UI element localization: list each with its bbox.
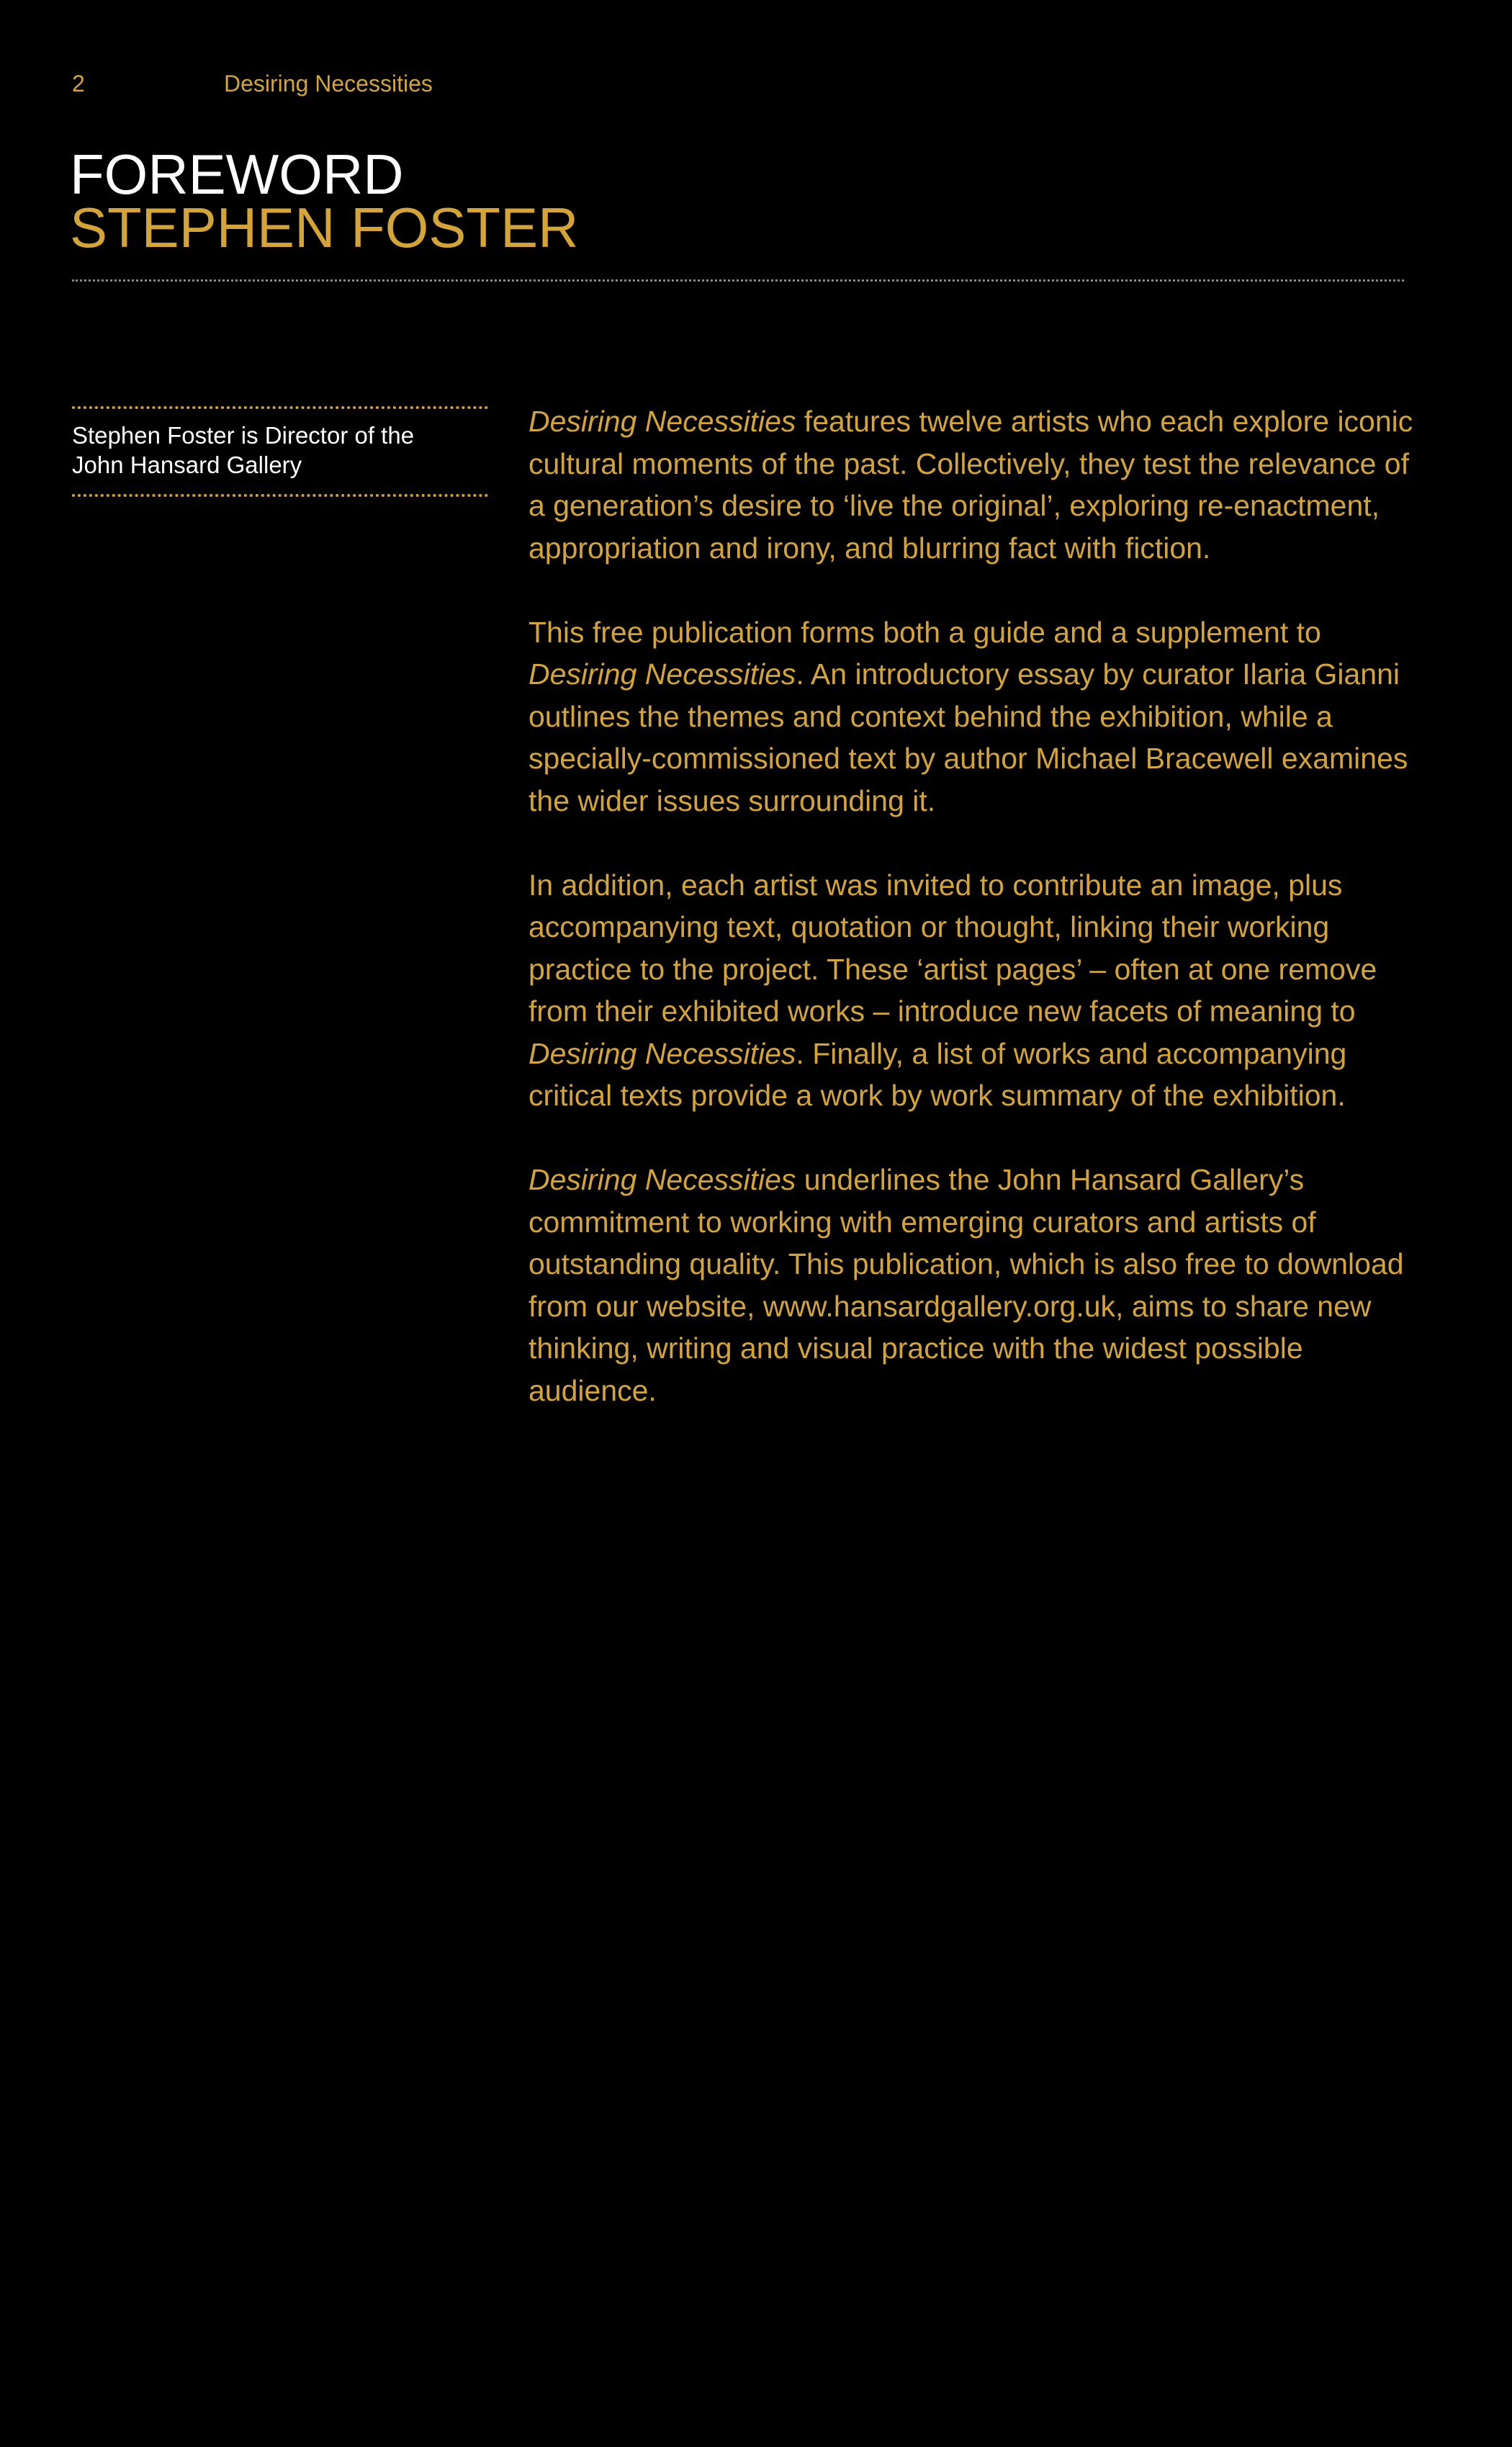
foreword-body xyxy=(528,400,1414,1454)
italic-title: Desiring Necessities xyxy=(528,1163,796,1196)
header-divider xyxy=(72,279,1404,282)
paragraph-text: . Finally, a list of works and accompanying critical texts provide a work by work summary of the exhibition. xyxy=(528,1036,1347,1112)
paragraph-text: features twelve artists who each explore iconic cultural moments of the past. Collectively, they test the relevance of a generation’s desire to ‘live the original’, exploring re-enactment, appropriation and irony, and blurring fact with fiction. xyxy=(528,405,1413,565)
bio-line-1: Stephen Foster is Director of the xyxy=(72,422,415,449)
author-bio xyxy=(72,406,488,497)
italic-title: Desiring Necessities xyxy=(528,1036,796,1070)
paragraph-text: In addition, each artist was invited to contribute an image, plus accompanying text, quotation or thought, linking their working practice to the project. These ‘artist pages’ – often at one remove from their exhibited works – introduce new facets of meaning to xyxy=(528,868,1377,1028)
paragraph-3 xyxy=(528,864,1414,1117)
paragraph-text: . An introductory essay by curator Ilaria Gianni outlines the themes and context behind the exhibition, while a specially-commissioned text by author Michael Bracewell examines the wider issues surrounding it. xyxy=(528,657,1408,817)
page-title xyxy=(70,143,579,259)
section-title: FOREWORD xyxy=(70,143,404,206)
page-number: 2 xyxy=(72,71,85,96)
italic-title: Desiring Necessities xyxy=(528,405,796,438)
bio-text xyxy=(72,409,488,494)
paragraph-text: This free publication forms both a guide and a supplement to xyxy=(528,615,1321,649)
italic-title: Desiring Necessities xyxy=(528,657,796,691)
paragraph-4 xyxy=(528,1159,1414,1411)
paragraph-text: underlines the John Hansard Gallery’s commitment to working with emerging curators and artists of outstanding quality. This publication, which is also free to download from our website, www.hansardgallery.org.uk, aims to share new thinking, writing and visual practice with the widest possible audience. xyxy=(528,1163,1404,1407)
publication-title: Desiring Necessities xyxy=(224,71,433,96)
author-name: STEPHEN FOSTER xyxy=(70,196,579,259)
bio-divider-bottom xyxy=(72,494,488,497)
bio-line-2: John Hansard Gallery xyxy=(72,452,302,478)
paragraph-2 xyxy=(528,611,1414,822)
paragraph-1 xyxy=(528,400,1414,569)
